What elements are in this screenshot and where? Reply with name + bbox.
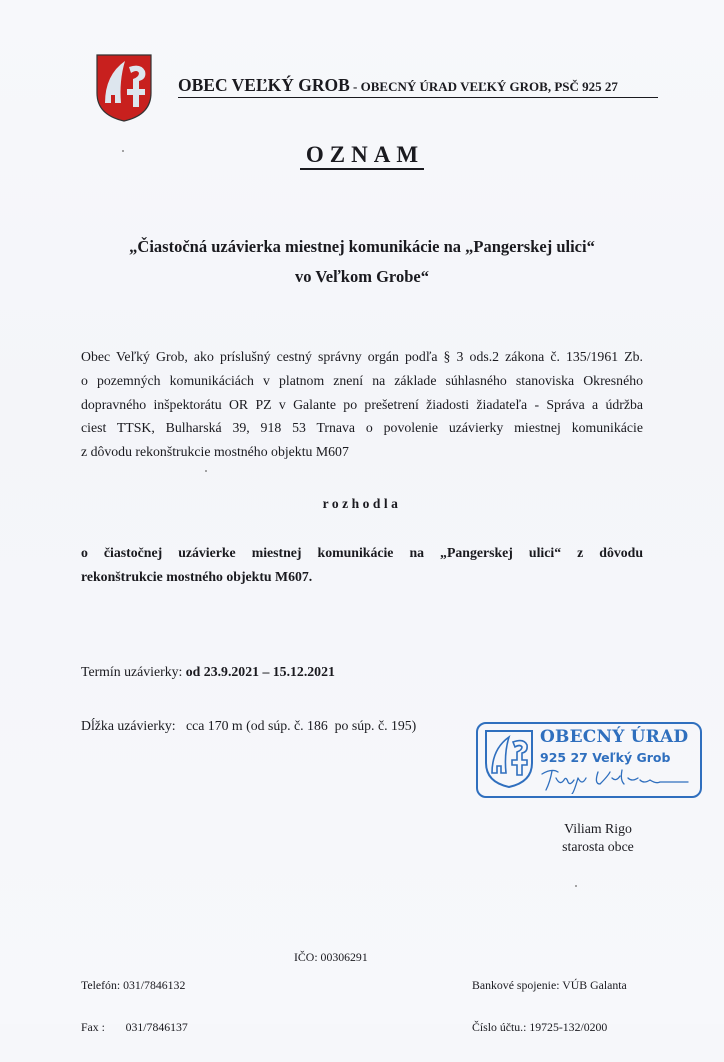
footer-contact: [81, 950, 188, 1062]
footer-fax: Fax : 031/7846137: [81, 1020, 188, 1034]
title-text: OZNAM: [300, 142, 424, 170]
closure-period: [81, 663, 416, 681]
letterhead-separator: -: [349, 79, 361, 94]
signer-name: Viliam Rigo: [564, 821, 632, 836]
footer-ico-value: IČO: 00306291: [294, 950, 368, 964]
handwritten-signature: [538, 764, 698, 794]
subject-heading: [0, 232, 724, 292]
closure-length: [81, 717, 416, 735]
scan-speck: [575, 885, 577, 887]
closure-period-value: od 23.9.2021 – 15.12.2021: [185, 664, 335, 679]
decision-paragraph: [81, 541, 643, 589]
body-line: ciest TTSK, Bulharská 39, 918 53 Trnava o povolenie uzávierky miestnej komunikácie: [81, 420, 643, 436]
letterhead: [178, 76, 658, 98]
closure-terms: [81, 627, 416, 771]
stamp-line-1: OBECNÝ ÚRAD: [540, 727, 689, 747]
body-line: dopravného inšpektorátu OR PZ v Galante po prešetrení žiadosti žiadateľa - Správa a údržba: [81, 396, 643, 412]
stamp-line-2: 925 27 Veľký Grob: [540, 750, 671, 765]
decision-line: o čiastočnej uzávierke miestnej komunikácie na „Pangerskej ulici“ z dôvodu: [81, 545, 643, 560]
body-line: o pozemných komunikáciách v platnom znení na základe súhlasného stanoviska Okresného: [81, 372, 643, 388]
body-line: z dôvodu rekonštrukcie mostného objektu M607: [81, 444, 349, 460]
footer-bank-name: Bankové spojenie: VÚB Galanta: [472, 978, 627, 992]
closure-period-label: Termín uzávierky:: [81, 664, 186, 679]
page-title: [0, 142, 724, 168]
footer-ico: [294, 950, 368, 964]
closure-length-value: cca 170 m (od súp. č. 186 po súp. č. 195): [185, 718, 417, 733]
scan-speck: [122, 150, 124, 152]
signature-block: [548, 820, 648, 856]
official-stamp: [476, 722, 702, 798]
stamp-coat-of-arms-icon: [484, 729, 534, 789]
scan-speck: [205, 470, 207, 472]
subject-line-1: „Čiastočná uzávierka miestnej komunikácie na „Pangerskej ulici“: [129, 237, 595, 256]
footer-account: Číslo účtu.: 19725-132/0200: [472, 1020, 608, 1034]
footer-bank: [472, 950, 627, 1062]
body-line: Obec Veľký Grob, ako príslušný cestný správny orgán podľa § 3 ods.2 zákona č. 135/1961 Zb.: [81, 349, 643, 364]
office-address: OBECNÝ ÚRAD VEĽKÝ GROB, PSČ 925 27: [360, 79, 618, 94]
decision-line: rekonštrukcie mostného objektu M607.: [81, 569, 313, 584]
coat-of-arms-icon: [95, 53, 153, 123]
closure-length-label: Dĺžka uzávierky:: [81, 718, 186, 733]
footer-phone: Telefón: 031/7846132: [81, 978, 186, 992]
decided-heading: rozhodla: [322, 496, 402, 511]
municipality-name: OBEC VEĽKÝ GROB: [178, 75, 350, 95]
signer-role: starosta obce: [562, 839, 634, 854]
subject-line-2: vo Veľkom Grobe“: [295, 267, 429, 286]
body-paragraph: [81, 345, 643, 464]
